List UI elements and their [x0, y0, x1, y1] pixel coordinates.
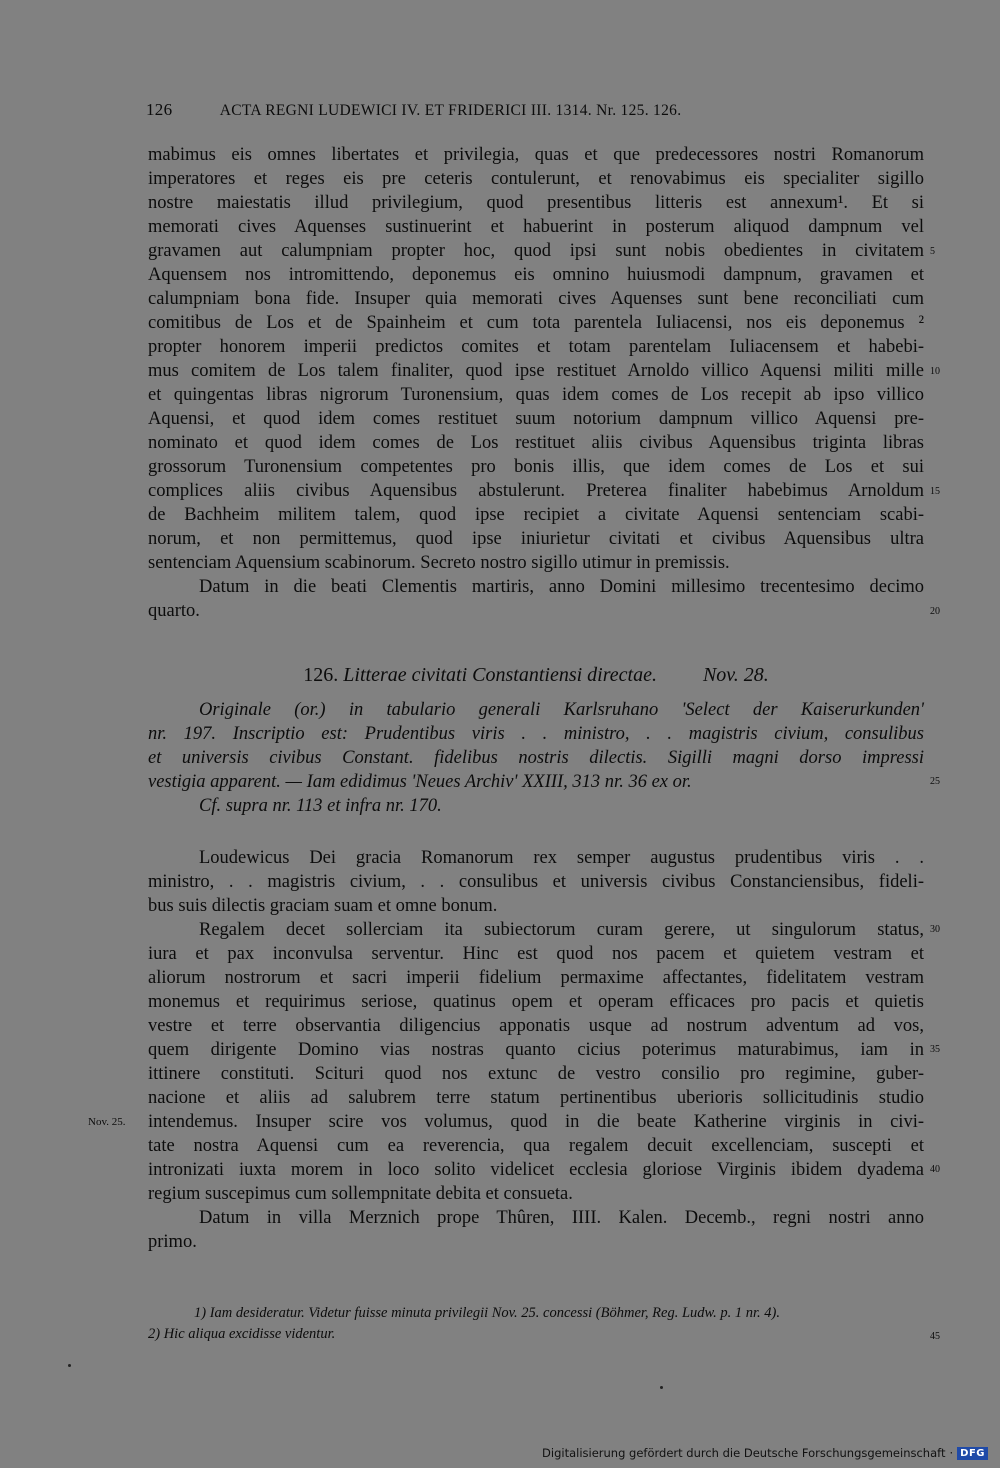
- text-line: mus comitem de Los talem finaliter, quod ipse restituet Arnoldo villico Aquensi militi mille: [148, 361, 924, 381]
- text-line: nacione et aliis ad salubrem terre statum pertinentibus uberioris sollicitudinis studio: [148, 1088, 924, 1108]
- line-number: 45: [930, 1331, 940, 1342]
- text-line: monemus et requirimus seriose, quatinus opem et operam efficaces pro pacis et quietis: [148, 992, 924, 1012]
- text-line: sentenciam Aquensium scabinorum. Secreto nostro sigillo utimur in premissis.: [148, 553, 730, 573]
- dfg-logo: DFG: [957, 1447, 988, 1460]
- funding-text: Digitalisierung gefördert durch die Deutsche Forschungsgemeinschaft: [542, 1446, 946, 1460]
- text-line: norum, et non permittemus, quod ipse iniurietur civitati et civibus Aquensibus ultra: [148, 529, 924, 549]
- text-line: complices aliis civibus Aquensibus abstulerunt. Preterea finaliter habebimus Arnoldum: [148, 481, 924, 501]
- text-line: Datum in die beati Clementis martiris, anno Domini millesimo trecentesimo decimo: [199, 577, 924, 597]
- line-number: 40: [930, 1164, 940, 1175]
- footnotes: [148, 1303, 924, 1345]
- funding-notice: Digitalisierung gefördert durch die Deutsche Forschungsgemeinschaft · DFG: [542, 1446, 988, 1460]
- text-line: primo.: [148, 1232, 197, 1252]
- running-title: ACTA REGNI LUDEWICI IV. ET FRIDERICI III. 1314. Nr. 125. 126.: [219, 102, 682, 119]
- text-line: Datum in villa Merznich prope Thûren, IIII. Kalen. Decemb., regni nostri anno: [199, 1208, 924, 1228]
- source-line: Originale (or.) in tabulario generali Karlsruhano 'Select der Kaiserurkunden': [199, 700, 924, 720]
- line-number: 35: [930, 1044, 940, 1055]
- text-line: memorati cives Aquenses sustinuerint et habuerint in posterum aliquod dampnum vel: [148, 217, 924, 237]
- scan-speck: [68, 1364, 71, 1367]
- text-line: grossorum Turonensium competentes pro bonis illis, que idem comes de Los et sui: [148, 457, 924, 477]
- text-line: quarto.: [148, 601, 200, 621]
- footnote-2: 2) Hic aliqua excidisse videntur.: [148, 1326, 336, 1342]
- line-number: 30: [930, 924, 940, 935]
- text-line: Loudewicus Dei gracia Romanorum rex semper augustus prudentibus viris . .: [199, 848, 924, 868]
- text-block-2: [148, 846, 924, 1254]
- text-line: quem dirigente Domino vias nostras quanto cicius poterimus maturabimus, iam in: [148, 1040, 924, 1060]
- footnote-1: 1) Iam desideratur. Videtur fuisse minuta privilegii Nov. 25. concessi (Böhmer, Reg. Ludw. p. 1 nr. 4).: [194, 1305, 780, 1321]
- text-line: intronizati iuxta morem in loco solito videlicet ecclesia gloriose Virginis ibidem dyadema: [148, 1160, 924, 1180]
- text-line: calumpniam bona fide. Insuper quia memorati cives Aquenses sunt bene reconciliati cum: [148, 289, 924, 309]
- text-line: imperatores et reges eis pre ceteris contulerunt, et renovabimus eis specialiter sigillo: [148, 169, 924, 189]
- text-line: et quingentas libras nigrorum Turonensium, quas idem comes de Los recepit ab ipso villico: [148, 385, 924, 405]
- text-line: vestre et terre observantia diligencius apponatis usque ad nostrum adventum ad vos,: [148, 1016, 924, 1036]
- running-header: [146, 100, 926, 120]
- text-line: Aquensi, et quod idem comes restituet suum notorium dampnum villico Aquensi pre-: [148, 409, 924, 429]
- line-number: 5: [930, 246, 935, 257]
- source-line: nr. 197. Inscriptio est: Prudentibus viris . . ministro, . . magistris civium, consulibus: [148, 724, 924, 744]
- text-line: ministro, . . magistris civium, . . consulibus et universis civibus Constanciensibus, fideli-: [148, 872, 924, 892]
- scan-speck: [660, 1386, 663, 1389]
- text-line: Regalem decet sollerciam ita subiectorum curam gerere, ut singulorum status,: [199, 920, 924, 940]
- text-line: intendemus. Insuper scire vos volumus, quod in die beate Katherine virginis in civi-: [148, 1112, 924, 1132]
- source-line: Cf. supra nr. 113 et infra nr. 170.: [199, 796, 442, 816]
- source-line: vestigia apparent. — Iam edidimus 'Neues Archiv' XXIII, 313 nr. 36 ex or.: [148, 772, 692, 792]
- page-number: 126: [146, 100, 173, 119]
- text-line: gravamen aut calumpniam propter hoc, quod ipsi sunt nobis obedientes in civitatem: [148, 241, 924, 261]
- text-line: Aquensem nos intromittendo, deponemus eis omnino huiusmodi dampnum, gravamen et: [148, 265, 924, 285]
- text-line: ittinere constituti. Scituri quod nos extunc de vestro consilio pro regimine, guber-: [148, 1064, 924, 1084]
- line-number: 10: [930, 366, 940, 377]
- text-line: mabimus eis omnes libertates et privilegia, quas et que predecessores nostri Romanorum: [148, 145, 924, 165]
- line-number: 25: [930, 776, 940, 787]
- document-heading: Litterae civitati Constantiensi directae.: [343, 664, 657, 686]
- margin-date-note: Nov. 25.: [88, 1116, 126, 1128]
- text-line: de Bachheim militem talem, quod ipse recipiet a civitate Aquensi sentenciam scabi-: [148, 505, 924, 525]
- line-number: 20: [930, 606, 940, 617]
- text-line: aliorum nostrorum et sacri imperii fidelium permaxime affectantes, fidelitatem vestram: [148, 968, 924, 988]
- source-line: et universis civibus Constant. fidelibus nostris dilectis. Sigilli magni dorso impressi: [148, 748, 924, 768]
- document-number: 126.: [303, 664, 339, 686]
- text-line: comitibus de Los et de Spainheim et cum tota parentela Iuliacensi, nos eis deponemus ²: [148, 313, 924, 333]
- text-line: propter honorem imperii predictos comites et totam parentelam Iuliacensem et habebi-: [148, 337, 924, 357]
- document-date: Nov. 28.: [702, 664, 769, 686]
- text-line: iura et pax inconvulsa serventur. Hinc est quod nos pacem et quietem vestram et: [148, 944, 924, 964]
- text-line: bus suis dilectis graciam suam et omne bonum.: [148, 896, 498, 916]
- source-description: [148, 698, 924, 818]
- text-line: tate nostra Aquensi cum ea reverencia, qua regalem decuit excellenciam, suscepti et: [148, 1136, 924, 1156]
- line-number: 15: [930, 486, 940, 497]
- text-block-1: [148, 143, 924, 623]
- text-line: nostre maiestatis illud privilegium, quod presentibus litteris est annexum¹. Et si: [148, 193, 924, 213]
- document-title: [148, 662, 924, 688]
- text-line: nominato et quod idem comes de Los restituet aliis civibus Aquensibus triginta libras: [148, 433, 924, 453]
- text-line: regium suscepimus cum sollempnitate debita et consueta.: [148, 1184, 573, 1204]
